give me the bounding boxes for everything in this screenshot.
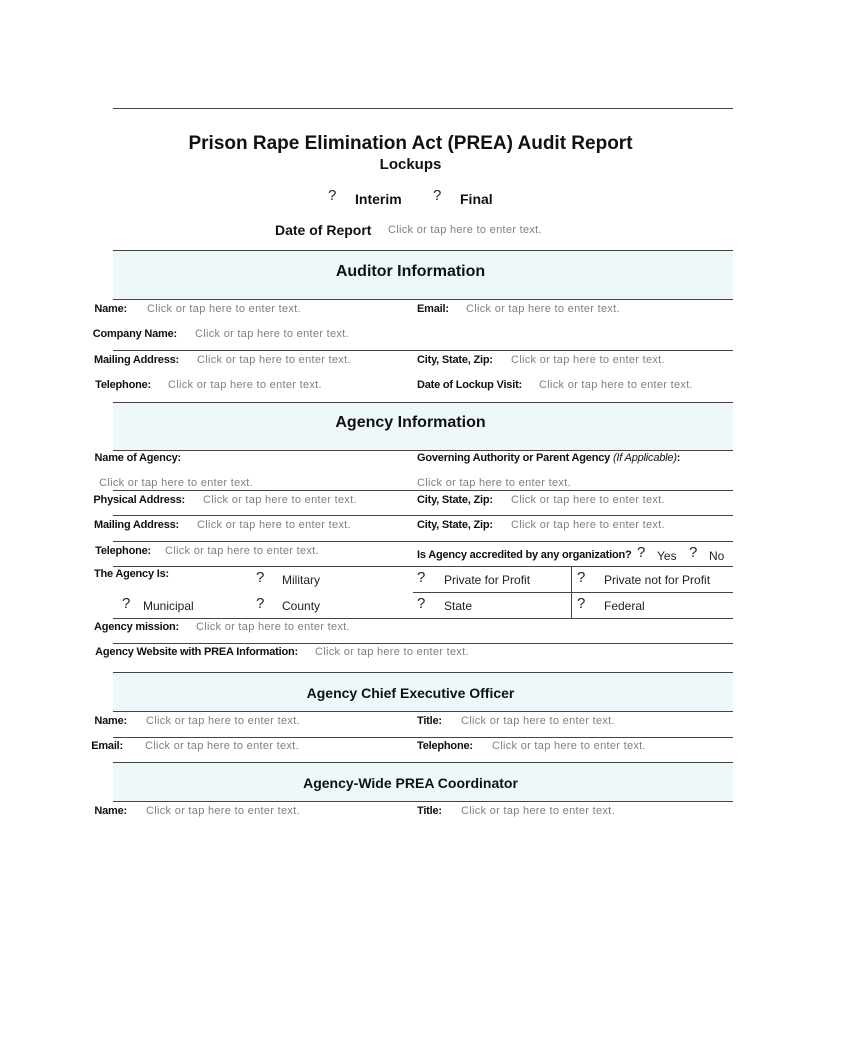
county-label: County (282, 599, 321, 613)
rule (113, 450, 733, 451)
ceo-name-label: Name: (94, 715, 127, 727)
auditor-visit-label: Date of Lockup Visit: (417, 379, 522, 391)
agency-mission-field[interactable]: Click or tap here to enter text. (196, 621, 350, 633)
governing-authority-text: Governing Authority or Parent Agency (417, 452, 611, 464)
agency-physical-label: Physical Address: (93, 494, 185, 506)
agency-mission-label: Agency mission: (93, 621, 179, 633)
agency-mailing-label: Mailing Address: (93, 519, 179, 531)
military-checkbox[interactable]: ? (256, 569, 265, 586)
private-profit-label: Private for Profit (444, 573, 531, 587)
agency-website-label-wrap (95, 646, 298, 660)
ceo-section-title: Agency Chief Executive Officer (306, 685, 515, 701)
agency-name-field-wrap[interactable] (99, 477, 253, 491)
auditor-name-label: Name: (94, 303, 127, 315)
auditor-mailing-label: Mailing Address: (93, 354, 179, 366)
ceo-email-label: Email: (91, 740, 123, 752)
auditor-city-label: City, State, Zip: (417, 354, 493, 366)
coordinator-name-field[interactable]: Click or tap here to enter text. (146, 805, 300, 817)
report-title: Prison Rape Elimination Act (PREA) Audit Report (188, 133, 633, 154)
rule (113, 350, 733, 351)
auditor-name-field[interactable]: Click or tap here to enter text. (147, 303, 301, 315)
agency-city-label-1: City, State, Zip: (417, 494, 493, 506)
interim-checkbox[interactable]: ? (328, 187, 337, 204)
county-checkbox[interactable]: ? (256, 595, 265, 612)
agency-city-field-2[interactable]: Click or tap here to enter text. (511, 519, 665, 531)
agency-name-label-wrap (94, 452, 181, 466)
agency-mission-label-wrap (93, 621, 179, 635)
report-subtitle: Lockups (379, 156, 442, 173)
auditor-mailing-label-wrap (93, 354, 179, 368)
auditor-visit-field[interactable]: Click or tap here to enter text. (539, 379, 693, 391)
rule (113, 737, 733, 738)
private-not-profit-checkbox[interactable]: ? (577, 569, 586, 586)
final-checkbox[interactable]: ? (433, 187, 442, 204)
federal-checkbox[interactable]: ? (577, 595, 586, 612)
rule (413, 592, 733, 593)
private-profit-checkbox[interactable]: ? (417, 569, 426, 586)
final-label: Final (460, 191, 493, 207)
agency-city-label-2: City, State, Zip: (417, 519, 493, 531)
agency-physical-field[interactable]: Click or tap here to enter text. (203, 494, 357, 506)
agency-telephone-field[interactable]: Click or tap here to enter text. (165, 545, 319, 557)
agency-website-label: Agency Website with PREA Information: (95, 646, 298, 658)
agency-type-label-wrap (93, 568, 169, 582)
rule (113, 566, 733, 567)
governing-authority-label (417, 452, 680, 464)
rule (113, 490, 733, 491)
auditor-email-field[interactable]: Click or tap here to enter text. (466, 303, 620, 315)
agency-telephone-label: Telephone: (95, 545, 151, 557)
date-of-report-field[interactable]: Click or tap here to enter text. (388, 224, 542, 236)
auditor-telephone-label-wrap (95, 379, 151, 393)
coordinator-title-label: Title: (417, 805, 442, 817)
date-of-report-label: Date of Report (275, 222, 372, 238)
rule (113, 515, 733, 516)
ceo-title-field[interactable]: Click or tap here to enter text. (461, 715, 615, 727)
auditor-name-label-wrap (94, 303, 127, 317)
governing-authority-field[interactable]: Click or tap here to enter text. (417, 477, 571, 489)
agency-name-label: Name of Agency: (94, 452, 181, 464)
agency-section-title: Agency Information (335, 414, 486, 431)
accredited-no-checkbox[interactable]: ? (689, 544, 698, 561)
state-checkbox[interactable]: ? (417, 595, 426, 612)
auditor-company-label: Company Name: (92, 328, 177, 340)
coordinator-name-label: Name: (94, 805, 127, 817)
agency-website-field[interactable]: Click or tap here to enter text. (315, 646, 469, 658)
accredited-yes-label: Yes (657, 549, 677, 563)
interim-label: Interim (355, 191, 402, 207)
accredited-label: Is Agency accredited by any organization? (417, 549, 632, 561)
coordinator-title-field[interactable]: Click or tap here to enter text. (461, 805, 615, 817)
rule (113, 299, 733, 300)
auditor-section-title: Auditor Information (335, 263, 486, 280)
rule (113, 643, 733, 644)
rule (113, 541, 733, 542)
federal-label: Federal (604, 599, 645, 613)
private-not-profit-label: Private not for Profit (604, 573, 711, 587)
auditor-email-label: Email: (417, 303, 449, 315)
agency-type-label: The Agency Is: (93, 568, 169, 580)
coordinator-name-label-wrap (94, 805, 127, 819)
auditor-telephone-label: Telephone: (95, 379, 151, 391)
agency-name-field[interactable]: Click or tap here to enter text. (99, 477, 253, 489)
agency-mailing-field[interactable]: Click or tap here to enter text. (197, 519, 351, 531)
military-label: Military (282, 573, 320, 587)
state-label: State (444, 599, 473, 613)
ceo-title-label: Title: (417, 715, 442, 727)
ceo-name-label-wrap (94, 715, 127, 729)
rule (113, 618, 733, 619)
auditor-company-field[interactable]: Click or tap here to enter text. (195, 328, 349, 340)
rule (113, 801, 733, 802)
agency-mailing-label-wrap (93, 519, 179, 533)
ceo-telephone-label: Telephone: (417, 740, 473, 752)
agency-city-field-1[interactable]: Click or tap here to enter text. (511, 494, 665, 506)
ceo-email-field[interactable]: Click or tap here to enter text. (145, 740, 299, 752)
municipal-checkbox[interactable]: ? (122, 595, 131, 612)
agency-physical-label-wrap (93, 494, 185, 508)
rule (113, 711, 733, 712)
accredited-yes-checkbox[interactable]: ? (637, 544, 646, 561)
top-rule (113, 108, 733, 109)
municipal-label: Municipal (143, 599, 194, 613)
ceo-name-field[interactable]: Click or tap here to enter text. (146, 715, 300, 727)
auditor-company-label-wrap (92, 328, 177, 342)
governing-authority-note: (If Applicable) (612, 452, 677, 464)
ceo-telephone-field[interactable]: Click or tap here to enter text. (492, 740, 646, 752)
auditor-mailing-field[interactable]: Click or tap here to enter text. (197, 354, 351, 366)
agency-telephone-label-wrap (95, 545, 151, 559)
auditor-city-field[interactable]: Click or tap here to enter text. (511, 354, 665, 366)
accredited-no-label: No (709, 549, 725, 563)
coordinator-section-title: Agency-Wide PREA Coordinator (303, 775, 518, 791)
auditor-telephone-field[interactable]: Click or tap here to enter text. (168, 379, 322, 391)
governing-authority-colon: : (676, 452, 681, 464)
ceo-email-label-wrap (91, 740, 123, 754)
